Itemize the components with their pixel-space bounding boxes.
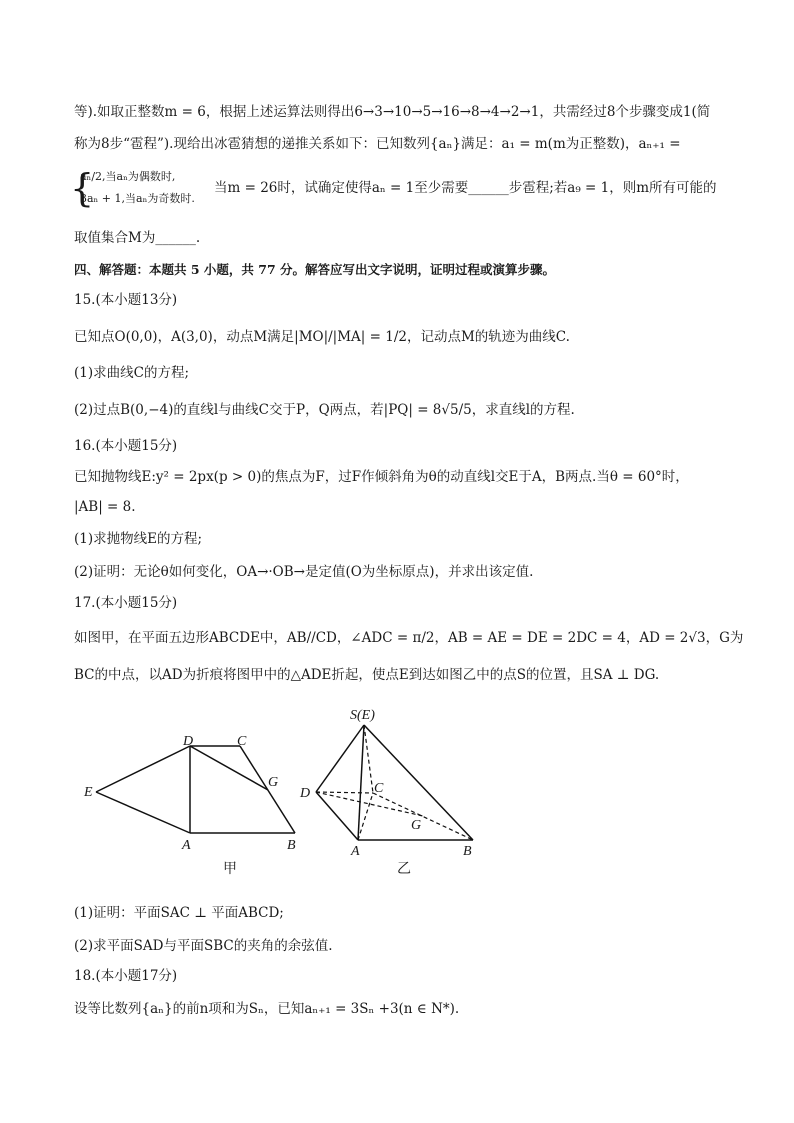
- q17-header: 17.(本小题15分): [74, 595, 178, 611]
- label-C: C: [237, 734, 247, 749]
- label-G: G: [411, 818, 422, 833]
- figure-yi: [299, 708, 473, 877]
- label-B: B: [287, 838, 296, 853]
- edge-CB: [373, 793, 473, 840]
- q17-part1: (1)证明：平面SAC ⊥ 平面ABCD;: [74, 905, 284, 921]
- edge-ED: [96, 746, 190, 792]
- q18-stem: 设等比数列{aₙ}的前n项和为Sₙ，已知aₙ₊₁ = 3Sₙ +3(n ∈ N*).: [74, 1001, 460, 1017]
- piecewise-case-even: aₙ/2,当aₙ为偶数时,: [80, 170, 176, 183]
- edge-DA: [316, 792, 358, 840]
- segment-DG: [190, 746, 268, 790]
- q15-header: 15.(本小题13分): [74, 292, 178, 308]
- q15-part2: (2)过点B(0,−4)的直线l与曲线C交于P，Q两点，若|PQ| = 8√5/5，求直线l的方程.: [74, 402, 575, 418]
- label-A: A: [182, 838, 191, 853]
- brace-symbol: {: [70, 166, 95, 210]
- q16-part1: (1)求抛物线E的方程;: [74, 531, 203, 547]
- intro-line-2: 称为8步“雹程”).现给出冰雹猜想的递推关系如下：已知数列{aₙ}满足：a₁ = m(m为正整数)，aₙ₊₁ =: [74, 136, 681, 152]
- intro-line-4: 取值集合M为______.: [74, 230, 201, 246]
- edge-SD: [316, 725, 364, 792]
- piecewise-case-odd: 3aₙ + 1,当aₙ为奇数时.: [80, 192, 195, 205]
- label-A: A: [351, 844, 360, 859]
- intro-line-3: 当m = 26时，试确定使得aₙ = 1至少需要______步雹程;若a₉ = 1，则m所有可能的: [214, 180, 717, 196]
- label-E: E: [84, 785, 93, 800]
- edge-DC: [316, 792, 373, 793]
- q17-stem-2: BC的中点，以AD为折痕将图甲中的△ADE折起，使点E到达如图乙中的点S的位置，且SA ⊥ DG.: [74, 667, 660, 683]
- q18-header: 18.(本小题17分): [74, 968, 178, 984]
- q16-header: 16.(本小题15分): [74, 438, 178, 454]
- q16-stem-1: 已知抛物线E:y² = 2px(p > 0)的焦点为F，过F作倾斜角为θ的动直线l交E于A，B两点.当θ = 60°时，: [74, 469, 689, 485]
- caption-jia: 甲: [223, 861, 237, 877]
- section-heading: 四、解答题：本题共 5 小题，共 77 分。解答应写出文字说明，证明过程或演算步骤。: [74, 262, 556, 277]
- label-D: D: [300, 786, 311, 801]
- q16-part2: (2)证明：无论θ如何变化，OA→·OB→是定值(O为坐标原点)，并求出该定值.: [74, 564, 534, 580]
- label-C: C: [374, 781, 384, 796]
- caption-yi: 乙: [397, 861, 411, 877]
- q15-stem: 已知点O(0,0)，A(3,0)，动点M满足|MO|/|MA| = 1/2，记动点M的轨迹为曲线C.: [74, 329, 570, 345]
- label-B: B: [463, 844, 472, 859]
- label-S: S(E): [350, 708, 375, 723]
- q17-stem-1: 如图甲，在平面五边形ABCDE中，AB//CD，∠ADC = π/2，AB = AE = DE = 2DC = 4，AD = 2√3，G为: [74, 630, 744, 646]
- edge-EA: [96, 792, 190, 833]
- intro-line-1: 等).如取正整数m = 6，根据上述运算法则得出6→3→10→5→16→8→4→2→1，共需经过8个步骤变成1(简: [74, 104, 711, 120]
- label-D: D: [183, 734, 194, 749]
- label-G: G: [268, 775, 279, 790]
- q16-stem-2: |AB| = 8.: [74, 499, 136, 515]
- q15-part1: (1)求曲线C的方程;: [74, 365, 190, 381]
- figure-jia: [83, 734, 296, 877]
- q17-part2: (2)求平面SAD与平面SBC的夹角的余弦值.: [74, 938, 333, 954]
- edge-SC: [364, 725, 373, 793]
